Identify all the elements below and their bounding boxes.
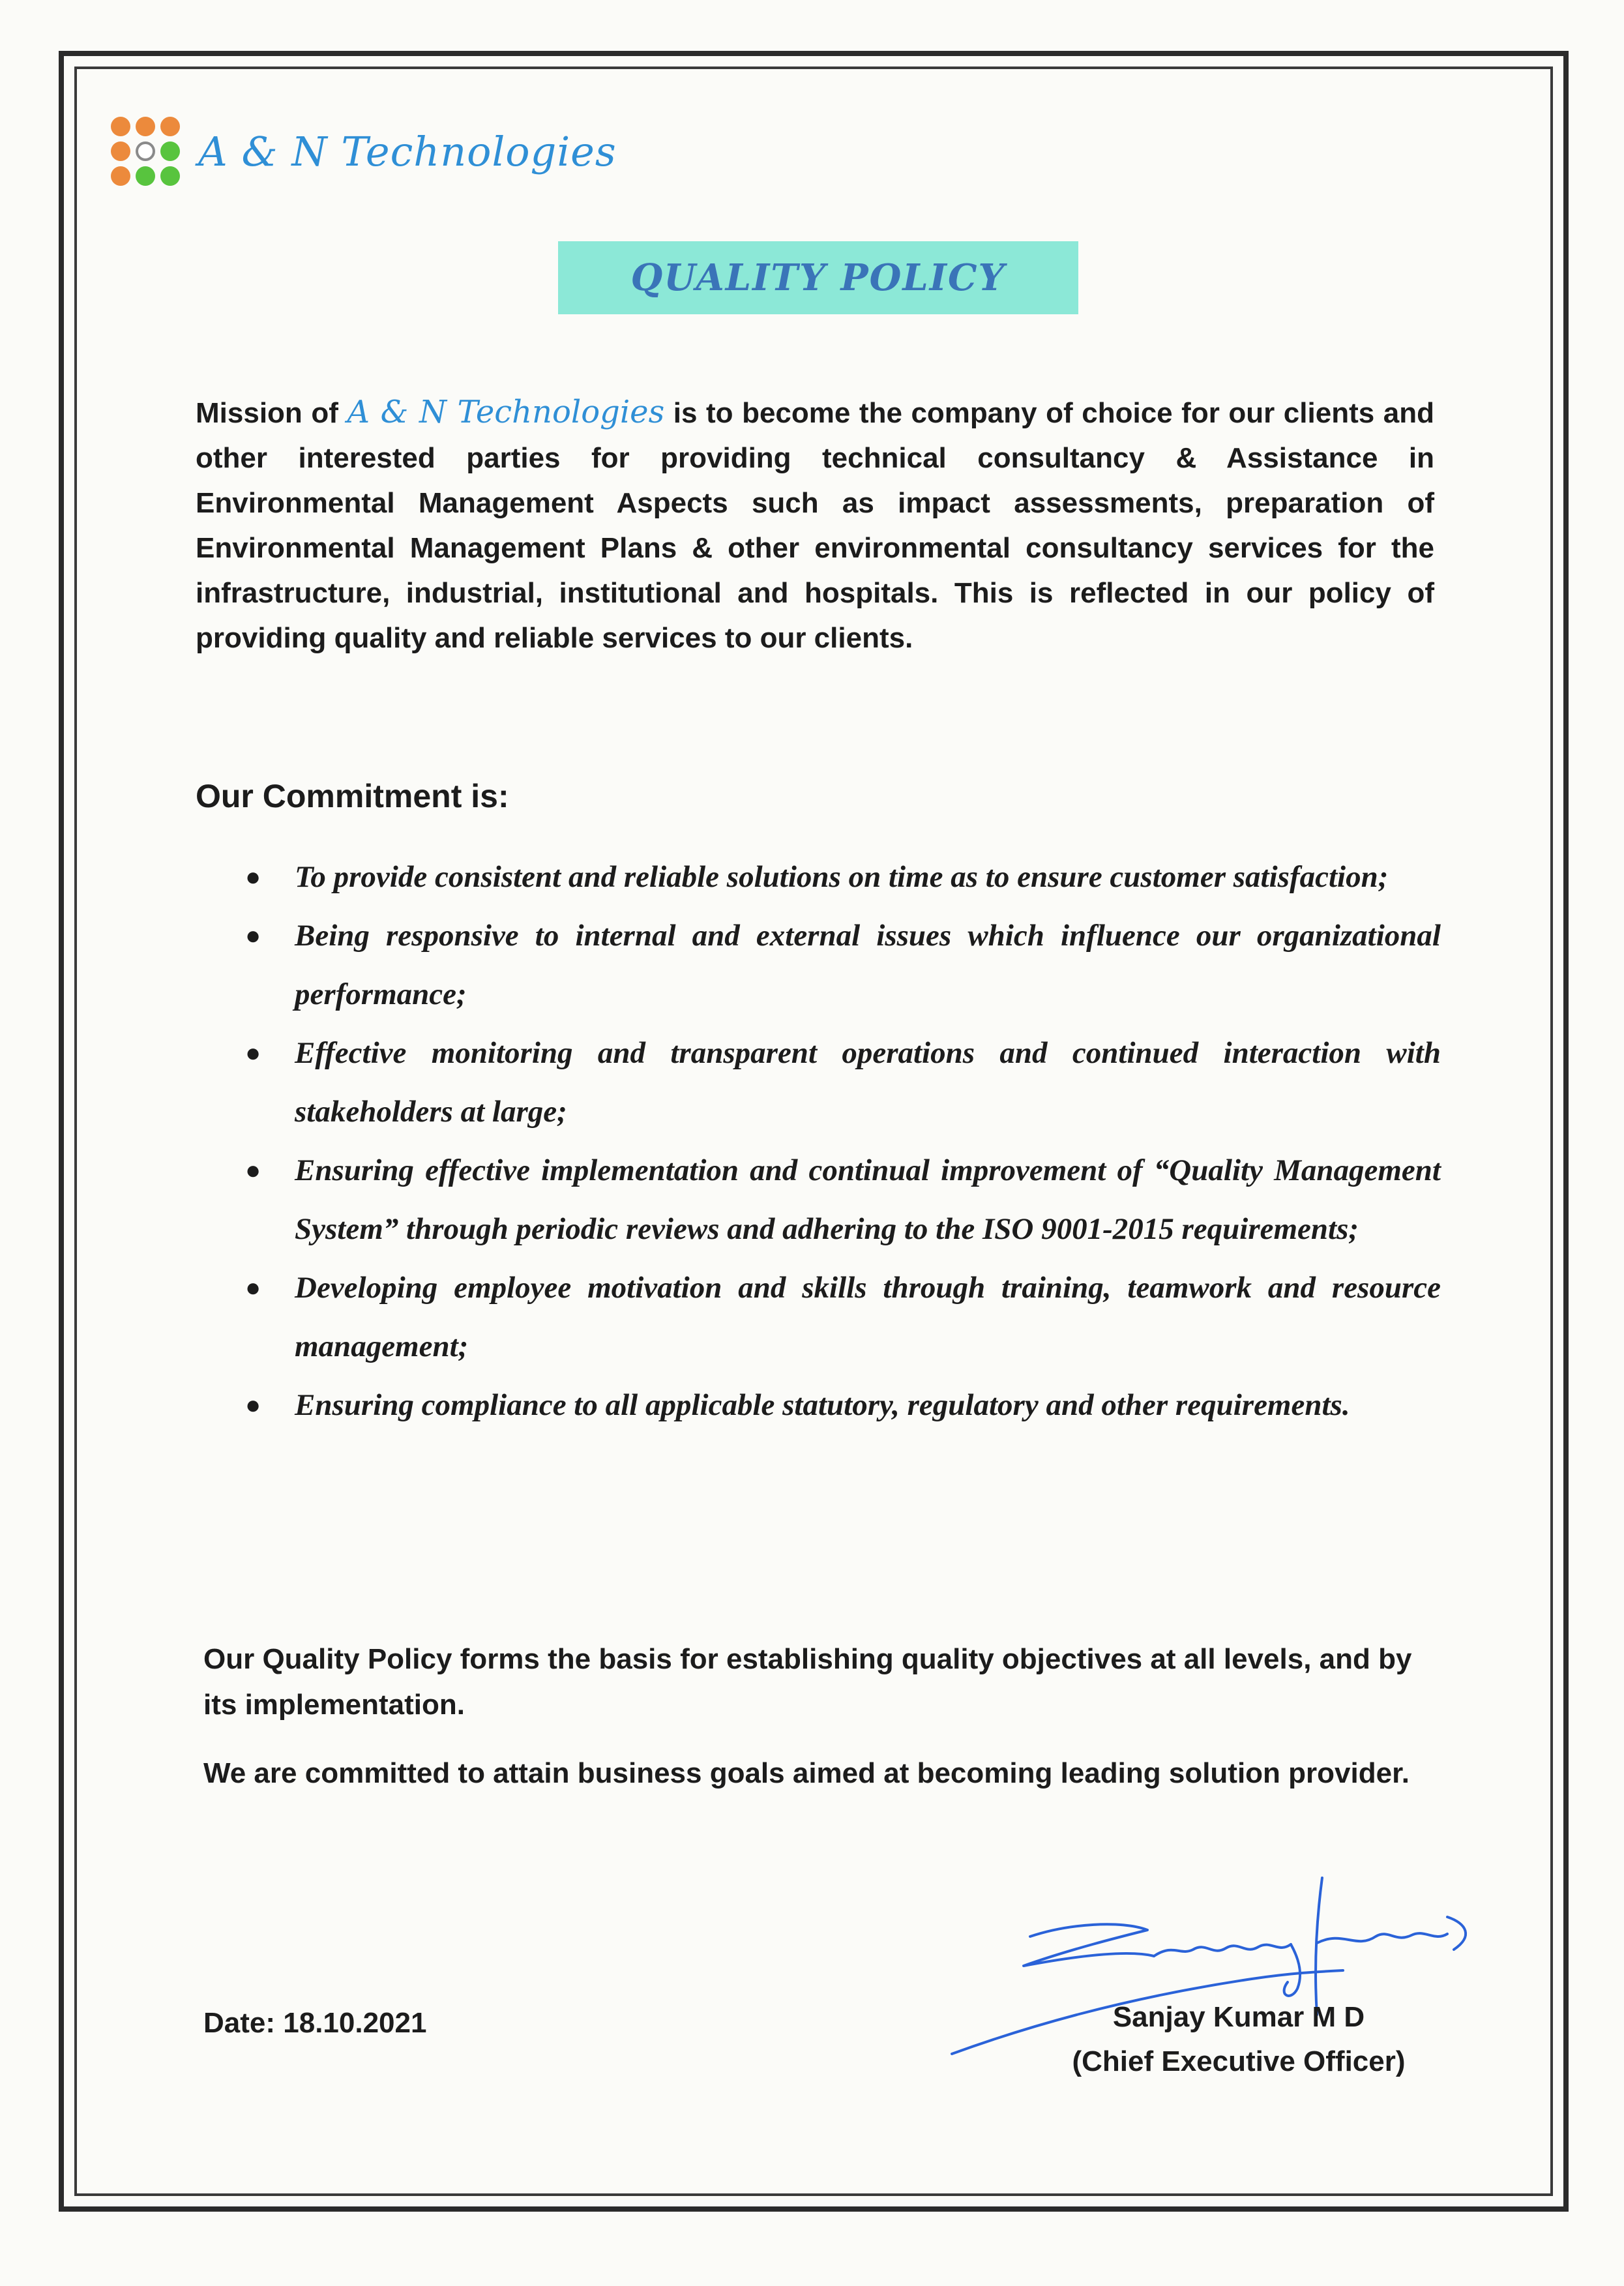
mission-brand: A & N Technologies [347,394,665,430]
logo-dot [111,117,130,136]
list-item [235,1258,1441,1376]
list-item [235,1141,1441,1258]
logo-dot [111,141,130,161]
mission-prefix: Mission of [196,397,338,429]
list-item [235,1376,1441,1434]
logo-dot [160,117,180,136]
commitment-list [235,848,1441,1434]
bullet-icon: ● [245,1390,261,1419]
commitment-text: Effective monitoring and transparent operations and continued interaction with stakeholders at large; [295,1036,1441,1129]
commitment-heading: Our Commitment is: [196,778,509,814]
logo-dot [136,117,155,136]
commitment-text: Ensuring compliance to all applicable statutory, regulatory and other requirements. [295,1388,1350,1422]
logo-dot [136,166,155,186]
list-item [235,1024,1441,1141]
commitment-text: To provide consistent and reliable solutions on time as to ensure customer satisfaction; [295,860,1389,894]
commitment-text: Being responsive to internal and external issues which influence our organizational performance; [295,919,1441,1011]
logo-dots-icon [111,117,180,186]
mission-paragraph [196,390,1434,661]
company-logo [111,112,617,190]
logo-dot [136,141,155,161]
commitment-text: Ensuring effective implementation and continual improvement of “Quality Management System” through periodic reviews and adhering to the ISO 9001-2015 requirements; [295,1153,1441,1246]
mission-text: is to become the company of choice for our clients and other interested parties for providing technical consultancy & Assistance in Environmental Management Aspects such as impact assessments, preparation of Environmental Management Plans & other environmental consultancy services for the infrastructure, industrial, institutional and hospitals. This is reflected in our policy of providing quality and reliable services to our clients. [196,397,1434,654]
list-item [235,848,1441,906]
bullet-icon: ● [245,921,261,950]
company-name: A & N Technologies [198,127,617,175]
list-item [235,906,1441,1024]
closing-paragraph-1: Our Quality Policy forms the basis for establishing quality objectives at all levels, and by its implementation. [203,1643,1412,1721]
signer-name: Sanjay Kumar M D [1112,2001,1365,2033]
bullet-icon: ● [245,1038,261,1067]
bullet-icon: ● [245,862,261,891]
logo-dot [111,166,130,186]
bullet-icon: ● [245,1273,261,1302]
document-date: Date: 18.10.2021 [203,2007,427,2039]
commitment-text: Developing employee motivation and skills through training, teamwork and resource management; [295,1271,1441,1363]
document-title: QUALITY POLICY [630,256,1006,299]
logo-dot [160,141,180,161]
signer-title: (Chief Executive Officer) [1072,2045,1406,2077]
signer-block [1043,1995,1434,2084]
title-banner [558,241,1078,314]
bullet-icon: ● [245,1155,261,1185]
logo-dot [160,166,180,186]
closing-paragraph-2: We are committed to attain business goals aimed at becoming leading solution provider. [203,1757,1410,1789]
